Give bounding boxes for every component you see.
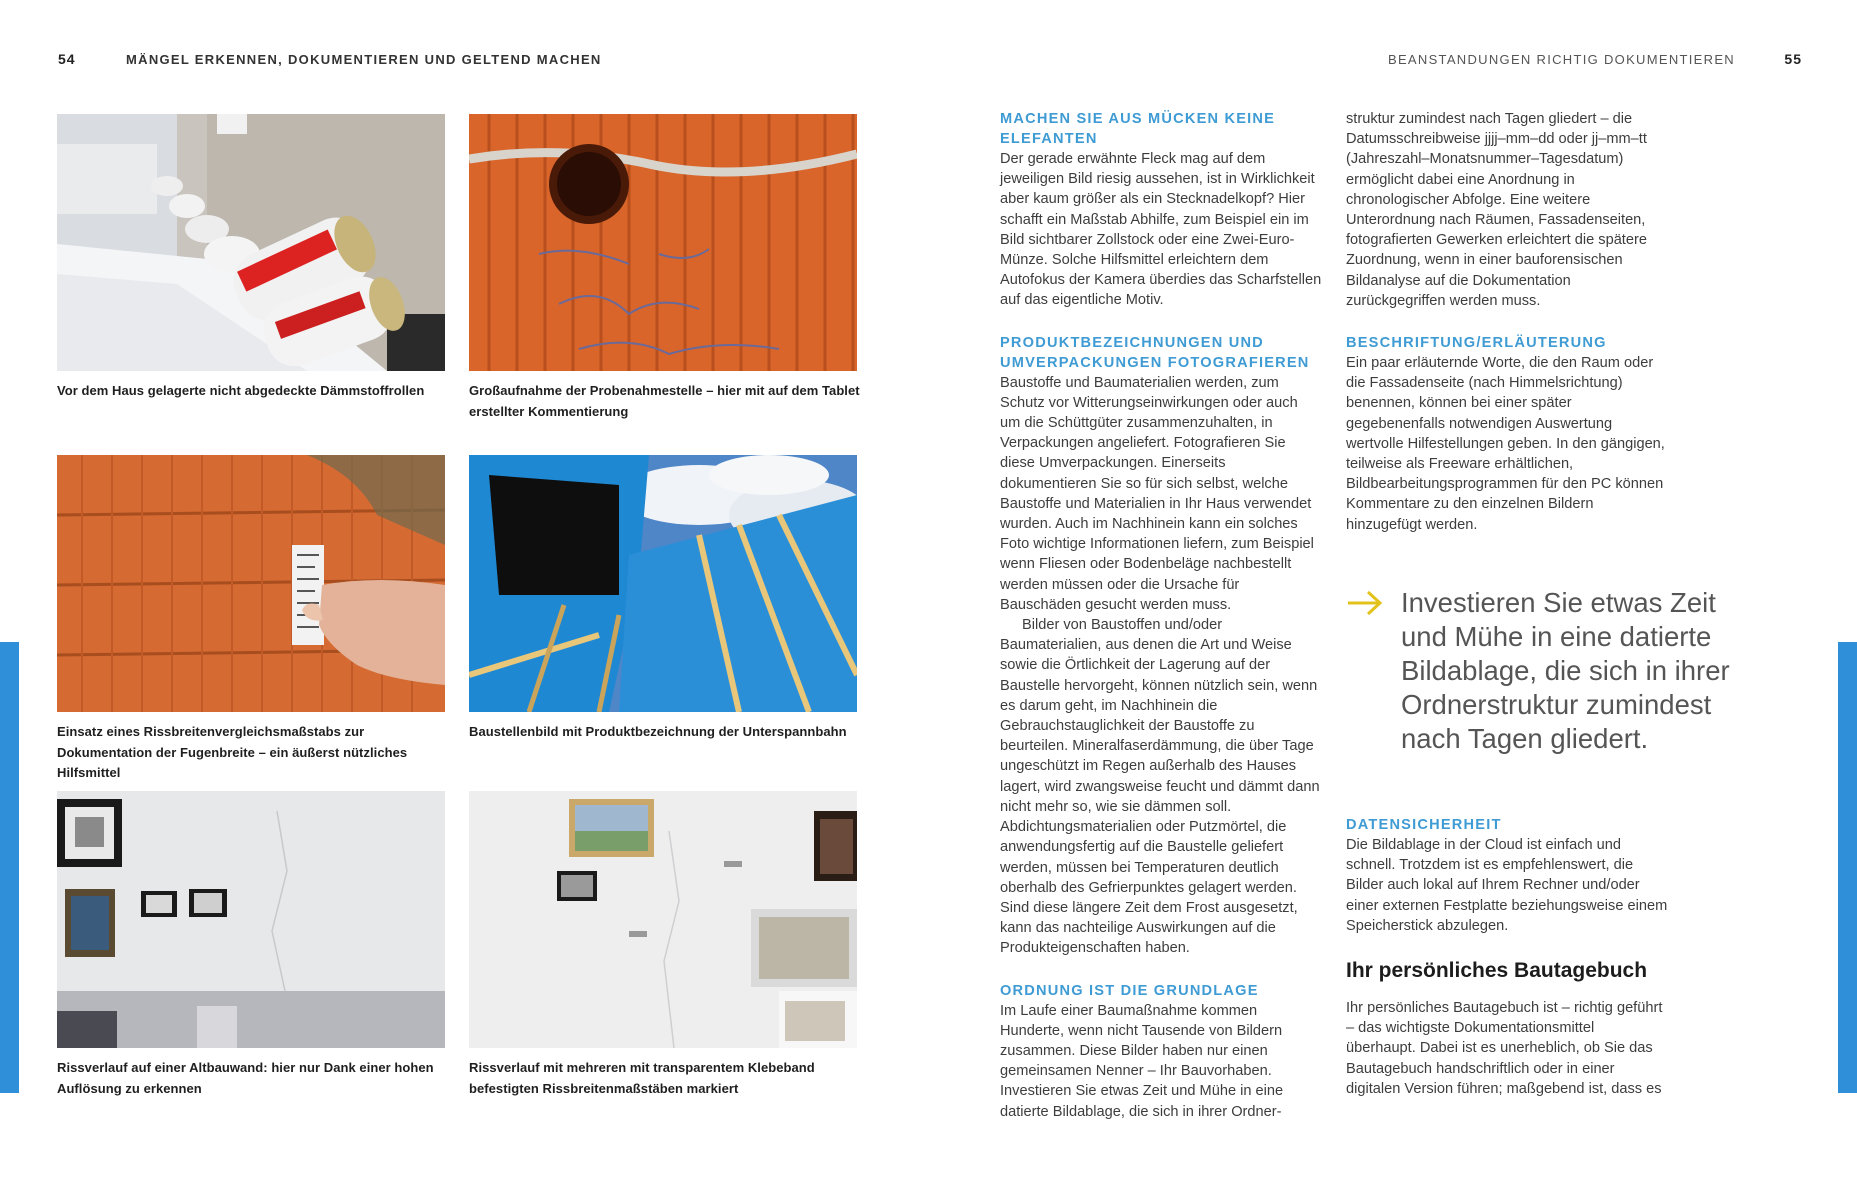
paragraph-ordnung: Im Laufe einer Baumaßnahme kommen Hunderte, wenn nicht Tausende von Bildern zusammen. Diese Bilder haben nur einen gemeinsamen Nenner – Ihr Bauvorhaben. Investieren Sie etwas Zeit und Mühe in eine datierte Bildablage, die sich in ihrer Ordner-	[1000, 1002, 1284, 1120]
text-column-right-lower	[1346, 815, 1668, 1099]
heading-bautagebuch: Ihr persönliches Bautagebuch	[1346, 959, 1648, 983]
paragraph-beschriftung: Ein paar erläuternde Worte, die den Raum oder die Fassadenseite (nach Himmelsrichtung) benennen, können bei einer später gegebenenfalls notwendigen Auswertung wertvolle Hilfestellungen geben. In den gängigen, teilweise als Freeware erhältlichen, Bildbearbeitungsprogrammen für den PC können Kommentare zu den einzelnen Bildern hinzugefügt werden.	[1346, 355, 1665, 533]
text-column-left	[1000, 109, 1322, 1122]
paragraph-bautagebuch: Ihr persönliches Bautagebuch ist – richtig geführt – das wichtigste Dokumentationsmittel überhaupt. Dabei ist es unerheblich, ob Sie das Bautagebuch handschriftlich oder in einer digitalen Version führen; maßgebend ist, dass es	[1346, 1000, 1663, 1097]
heading-muecken: MACHEN SIE AUS MÜCKEN KEINE ELEFANTEN	[1000, 111, 1276, 147]
left-page-number: 54	[58, 51, 76, 67]
right-page-number: 55	[1784, 51, 1802, 67]
left-running-head: MÄNGEL ERKENNEN, DOKUMENTIEREN UND GELTEND MACHEN	[126, 52, 602, 67]
photo-wall-gauges	[469, 791, 857, 1048]
heading-datensicherheit: DATENSICHERHEIT	[1346, 817, 1502, 833]
caption-5: Rissverlauf auf einer Altbauwand: hier nur Dank einer hohen Auflösung zu erkennen	[57, 1060, 434, 1096]
paragraph-muecken: Der gerade erwähnte Fleck mag auf dem jeweiligen Bild riesig aussehen, ist in Wirklichkeit aber kaum größer als ein Stecknadelkopf? Hier schafft ein Maßstab Abhilfe, zum Beispiel ein im Bild sichtbarer Zollstock oder eine Zwei-Euro-Münze. Solche Hilfsmittel erleichtern dem Autofokus der Kamera überdies das Scharfstellen auf das eigentliche Motiv.	[1000, 151, 1322, 309]
text-column-right	[1346, 109, 1668, 535]
caption-2: Großaufnahme der Probenahmestelle – hier mit auf dem Tablet erstellter Kommentierung	[469, 383, 860, 419]
heading-ordnung: ORDNUNG IST DIE GRUNDLAGE	[1000, 982, 1259, 999]
photo-insulation-rolls	[57, 114, 445, 371]
paragraph-produktbezeichnungen-1: Baustoffe und Baumaterialien werden, zum Schutz vor Witterungseinwirkungen oder auch um die Schüttgüter zusammenzuhalten, in Verpackungen angeliefert. Fotografieren Sie diese Umverpackungen. Einerseits dokumentieren Sie so für sich selbst, welche Baustoffe und Materialien in Ihr Haus verwendet wurden. Auch im Nachhinein kann ein solches Foto wichtige Informationen liefern, zum Beispiel wenn Fliesen oder Bodenbeläge nachbestellt werden müssen oder die Ursache für Bauschäden gesucht werden muss.	[1000, 374, 1314, 613]
caption-1: Vor dem Haus gelagerte nicht abgedeckte Dämmstoffrollen	[57, 383, 425, 398]
caption-3: Einsatz eines Rissbreitenvergleichsmaßstabs zur Dokumentation der Fugenbreite – ein äußerst nützliches Hilfsmittel	[57, 724, 408, 780]
paragraph-produktbezeichnungen-2: Bilder von Baustoffen und/oder Baumaterialien, aus denen die Art und Weise sowie die Örtlichkeit der Lagerung auf der Baustelle hervorgeht, können nützlich sein, wenn es darum geht, im Nachhinein die Gebrauchstauglichkeit der Baustoffe zu beurteilen. Mineralfaserdämmung, die über Tage ungeschützt im Regen außerhalb des Hauses lagert, wird zwangsweise feucht und dämmt dann nicht mehr so, wie sie dämmen soll. Abdichtungsmaterialien oder Putzmörtel, die anwendungsfertig auf die Baustelle geliefert werden, müssen bei Temperaturen deutlich oberhalb des Gefrierpunktes gelagert werden. Sind diese längere Zeit dem Frost ausgesetzt, kann das nachteilige Auswirkungen auf die Produkteigenschaften haben.	[1000, 617, 1320, 957]
caption-4: Baustellenbild mit Produktbezeichnung der Unterspannbahn	[469, 724, 847, 739]
photo-crack-gauge	[57, 455, 445, 712]
heading-produktbezeichnungen: PRODUKTBEZEICHNUNGEN UND UMVERPACKUNGEN FOTOGRAFIEREN	[1000, 334, 1310, 371]
paragraph-ordnerstruktur: struktur zumindest nach Tagen gliedert – die Datumsschreibweise jjjj–mm–dd oder jj–mm–tt (Jahreszahl–Monatsnummer–Tagesdatum) ermöglicht dabei eine Anordnung in chronologischer Abfolge. Eine weitere Unterordnung nach Räumen, Fassadenseiten, fotografierten Gewerken erleichtert die spätere Zuordnung, wenn in einer bauforensischen Bildanalyse auf die Dokumentation zurückgegriffen werden muss.	[1346, 111, 1647, 309]
pull-quote-text: Investieren Sie etwas Zeit und Mühe in eine datierte Bildablage, die sich in ihrer Ordnerstruktur zumindest nach Tagen gliedert.	[1401, 587, 1730, 754]
photo-roof-membrane	[469, 455, 857, 712]
right-edge-tab	[1838, 642, 1857, 1093]
photo-old-wall-crack	[57, 791, 445, 1048]
right-running-head: BEANSTANDUNGEN RICHTIG DOKUMENTIEREN	[1387, 52, 1735, 67]
pull-quote	[1346, 586, 1736, 756]
paragraph-datensicherheit: Die Bildablage in der Cloud ist einfach und schnell. Trotzdem ist es empfehlenswert, die Bilder auch lokal auf Ihrem Rechner und/oder einer externen Festplatte beziehungsweise einem Speicherstick abzulegen.	[1346, 837, 1668, 934]
photo-sampling-point	[469, 114, 857, 371]
caption-6: Rissverlauf mit mehreren mit transparentem Klebeband befestigten Rissbreitenmaßstäben markiert	[469, 1060, 815, 1096]
left-edge-tab	[0, 642, 19, 1093]
arrow-right-icon	[1346, 588, 1384, 618]
heading-beschriftung: BESCHRIFTUNG/ERLÄUTERUNG	[1346, 335, 1607, 352]
